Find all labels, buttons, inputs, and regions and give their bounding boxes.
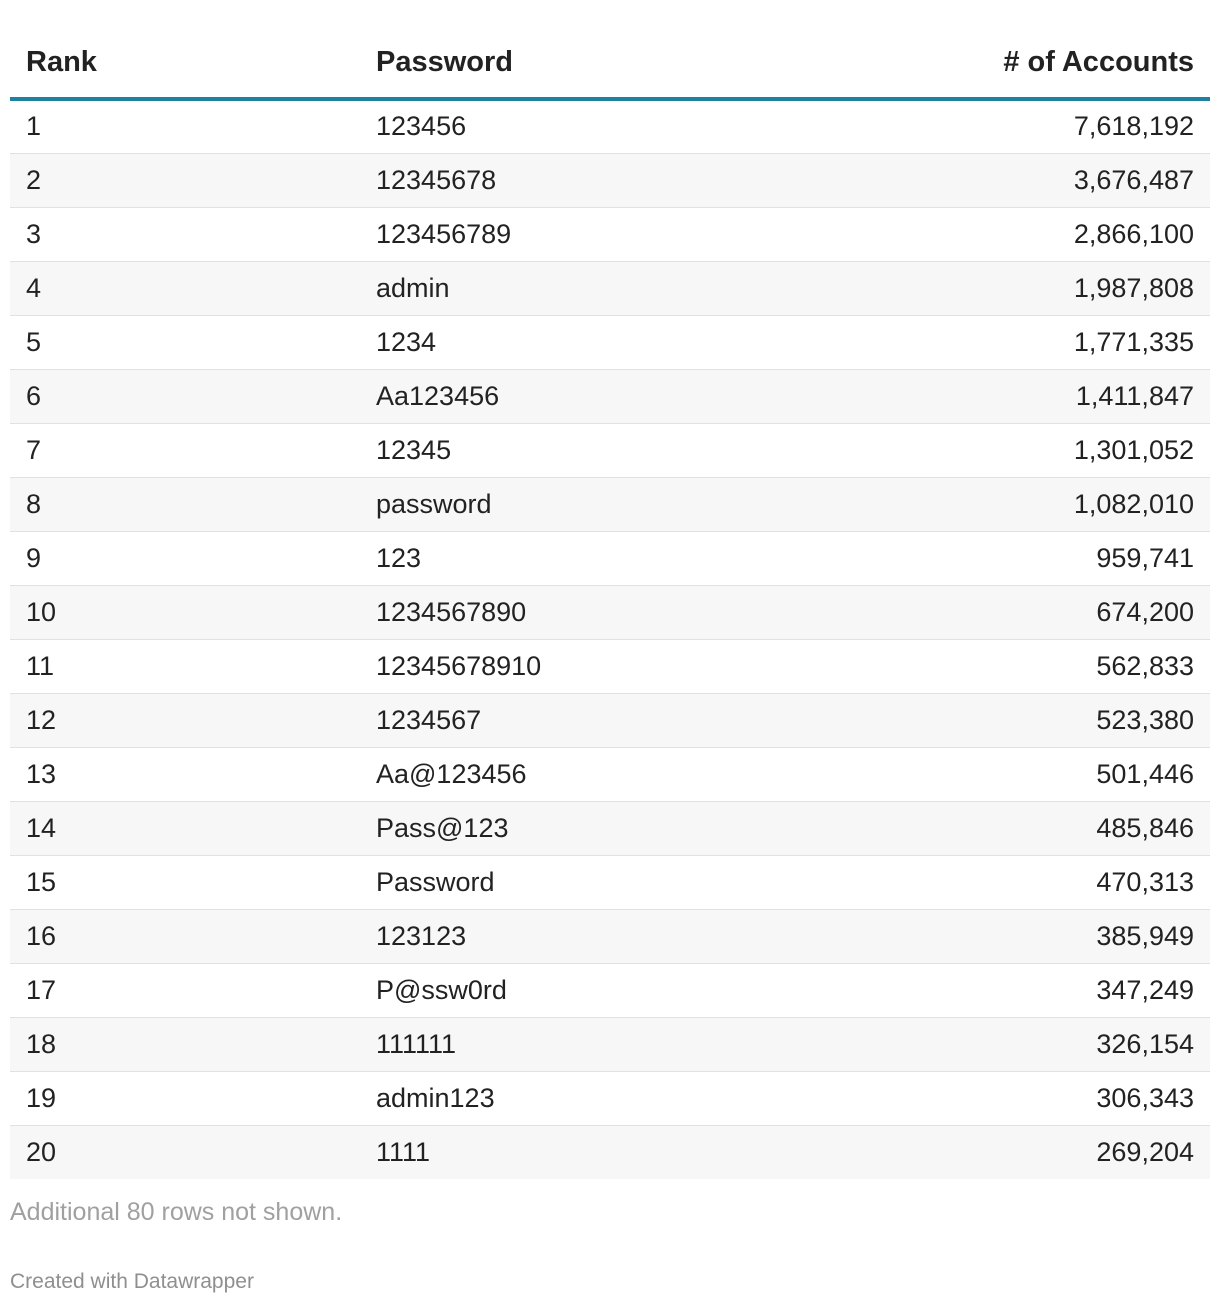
cell-password: 1234567890 — [360, 585, 860, 639]
table-row — [10, 693, 1210, 747]
table-notes: Additional 80 rows not shown. — [10, 1198, 343, 1226]
cell-accounts: 347,249 — [860, 963, 1210, 1017]
table-row — [10, 855, 1210, 909]
cell-rank: 10 — [10, 585, 360, 639]
cell-accounts: 7,618,192 — [860, 99, 1210, 153]
cell-rank: 14 — [10, 801, 360, 855]
table-row — [10, 315, 1210, 369]
cell-rank: 18 — [10, 1017, 360, 1071]
cell-accounts: 1,082,010 — [860, 477, 1210, 531]
cell-accounts: 326,154 — [860, 1017, 1210, 1071]
cell-rank: 19 — [10, 1071, 360, 1125]
table-row — [10, 585, 1210, 639]
cell-password: password — [360, 477, 860, 531]
cell-accounts: 1,771,335 — [860, 315, 1210, 369]
cell-password: 12345 — [360, 423, 860, 477]
cell-accounts: 2,866,100 — [860, 207, 1210, 261]
password-table — [10, 0, 1210, 1179]
table-row — [10, 1125, 1210, 1179]
cell-password: 1234567 — [360, 693, 860, 747]
cell-rank: 13 — [10, 747, 360, 801]
table-row — [10, 261, 1210, 315]
table-row — [10, 747, 1210, 801]
cell-accounts: 269,204 — [860, 1125, 1210, 1179]
cell-rank: 11 — [10, 639, 360, 693]
cell-accounts: 674,200 — [860, 585, 1210, 639]
cell-password: Password — [360, 855, 860, 909]
cell-password: 12345678910 — [360, 639, 860, 693]
footer-credit: Created with Datawrapper — [10, 1270, 254, 1293]
table-row — [10, 99, 1210, 153]
table-row — [10, 153, 1210, 207]
cell-accounts: 1,987,808 — [860, 261, 1210, 315]
table-header — [10, 0, 1210, 99]
cell-password: 12345678 — [360, 153, 860, 207]
table-row — [10, 1017, 1210, 1071]
cell-rank: 15 — [10, 855, 360, 909]
cell-password: 123456 — [360, 99, 860, 153]
cell-password: admin123 — [360, 1071, 860, 1125]
cell-rank: 8 — [10, 477, 360, 531]
table-row — [10, 639, 1210, 693]
table-row — [10, 909, 1210, 963]
table-row — [10, 477, 1210, 531]
cell-rank: 2 — [10, 153, 360, 207]
cell-accounts: 385,949 — [860, 909, 1210, 963]
cell-rank: 9 — [10, 531, 360, 585]
cell-password: admin — [360, 261, 860, 315]
cell-password: 123456789 — [360, 207, 860, 261]
cell-password: 1111 — [360, 1125, 860, 1179]
table-row — [10, 423, 1210, 477]
cell-rank: 5 — [10, 315, 360, 369]
cell-rank: 1 — [10, 99, 360, 153]
cell-accounts: 501,446 — [860, 747, 1210, 801]
cell-rank: 16 — [10, 909, 360, 963]
column-header-rank[interactable]: Rank — [10, 0, 360, 99]
header-row — [10, 0, 1210, 99]
cell-accounts: 485,846 — [860, 801, 1210, 855]
cell-accounts: 523,380 — [860, 693, 1210, 747]
cell-accounts: 306,343 — [860, 1071, 1210, 1125]
cell-accounts: 1,411,847 — [860, 369, 1210, 423]
table-row — [10, 369, 1210, 423]
cell-rank: 7 — [10, 423, 360, 477]
cell-password: 123123 — [360, 909, 860, 963]
cell-password: 123 — [360, 531, 860, 585]
cell-rank: 12 — [10, 693, 360, 747]
table-body — [10, 99, 1210, 1179]
table-row — [10, 801, 1210, 855]
cell-rank: 17 — [10, 963, 360, 1017]
table-row — [10, 207, 1210, 261]
table-row — [10, 531, 1210, 585]
cell-accounts: 562,833 — [860, 639, 1210, 693]
cell-rank: 20 — [10, 1125, 360, 1179]
cell-password: Pass@123 — [360, 801, 860, 855]
cell-password: 1234 — [360, 315, 860, 369]
cell-password: Aa@123456 — [360, 747, 860, 801]
cell-password: 111111 — [360, 1017, 860, 1071]
cell-password: Aa123456 — [360, 369, 860, 423]
cell-rank: 6 — [10, 369, 360, 423]
cell-accounts: 470,313 — [860, 855, 1210, 909]
cell-rank: 4 — [10, 261, 360, 315]
cell-accounts: 3,676,487 — [860, 153, 1210, 207]
cell-password: P@ssw0rd — [360, 963, 860, 1017]
table-row — [10, 963, 1210, 1017]
cell-accounts: 1,301,052 — [860, 423, 1210, 477]
column-header-accounts[interactable]: # of Accounts — [860, 0, 1210, 99]
password-table-container — [10, 0, 1210, 1179]
column-header-password[interactable]: Password — [360, 0, 860, 99]
cell-accounts: 959,741 — [860, 531, 1210, 585]
table-row — [10, 1071, 1210, 1125]
cell-rank: 3 — [10, 207, 360, 261]
